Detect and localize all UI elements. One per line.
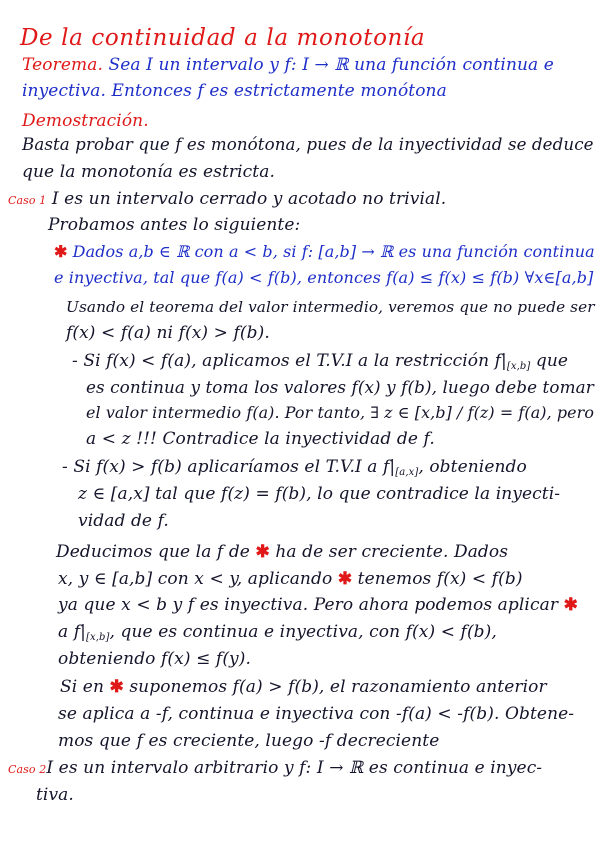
negative-text-1b: suponemos f(a) > f(b), el razonamiento anterior (123, 677, 547, 697)
deduce-line-4 (58, 621, 497, 649)
deduce-text-1b: ha de ser creciente. Dados (269, 542, 509, 562)
demo-line-1: Basta probar que f es monótona, pues de la inyectividad se deduce (22, 135, 594, 154)
sub2-line-1 (62, 456, 527, 484)
claim-line-2: e inyectiva, tal que f(a) < f(b), entonces f(a) ≤ f(x) ≤ f(b) ∀x∈[a,b] (54, 268, 594, 287)
sub1-restriction: [x,b] (506, 361, 531, 372)
deduce-line-1 (56, 541, 508, 563)
negative-text-1a: Si en (60, 677, 110, 697)
negative-line-3: mos que f es creciente, luego -f decreciente (58, 731, 440, 751)
theorem-label: Teorema. (22, 55, 103, 75)
deduce-text-2a: x, y ∈ [a,b] con x < y, aplicando (58, 569, 338, 589)
star-mark: ✱ (563, 595, 578, 615)
deduce-line-2 (58, 568, 523, 590)
sub1-line-1 (72, 350, 568, 378)
negative-line-2: se aplica a -f, continua e inyectiva con -f(a) < -f(b). Obtene- (58, 704, 575, 724)
star-mark: ✱ (255, 542, 270, 562)
sub2-restriction: [a,x] (395, 467, 419, 478)
case2-label: Caso 2 (8, 763, 47, 776)
demo-label: Demostración. (22, 111, 149, 131)
sub2-text-a-end: , obteniendo (418, 457, 527, 477)
sub1-line-3: el valor intermedio f(a). Por tanto, ∃ z ∈ [x,b] / f(z) = f(a), pero (86, 403, 595, 422)
negative-line-1 (60, 676, 547, 698)
case2-line-2: tiva. (36, 785, 74, 805)
deduce-text-3a: ya que x < b y f es inyectiva. Pero ahora podemos aplicar (58, 595, 564, 615)
claim-line-1 (54, 241, 595, 263)
deduce-text-4b: , que es continua e inyectiva, con f(x) < f(b), (109, 622, 497, 642)
tvi-line-1: Usando el teorema del valor intermedio, veremos que no puede ser (66, 298, 595, 316)
case1-line-1 (8, 188, 446, 212)
star-mark: ✱ (54, 242, 68, 261)
deduce-line-3 (58, 594, 578, 616)
case1-line-2: Probamos antes lo siguiente: (48, 215, 301, 235)
deduce-line-5: obteniendo f(x) ≤ f(y). (58, 649, 251, 669)
sub1-line-4: a < z !!! Contradice la inyectividad de f. (86, 429, 435, 449)
deduce-restriction: [x,b] (85, 632, 110, 643)
tvi-line-2: f(x) < f(a) ni f(x) > f(b). (66, 323, 270, 343)
case2-line-1 (8, 757, 542, 781)
sub1-text-a: - Si f(x) < f(a), aplicamos el T.V.I a la restricción f| (72, 351, 507, 371)
star-mark: ✱ (337, 569, 353, 589)
case1-label: Caso 1 (8, 194, 47, 207)
deduce-text-4a: a f| (58, 622, 86, 642)
page-title: De la continuidad a la monotonía (20, 25, 426, 51)
sub1-text-a-end: que (530, 351, 569, 371)
theorem-text-1: Sea I un intervalo y f: I → ℝ una función continua e (108, 55, 554, 75)
sub1-line-2: es continua y toma los valores f(x) y f(b), luego debe tomar (86, 377, 594, 397)
case1-text: I es un intervalo cerrado y acotado no trivial. (51, 189, 447, 209)
case2-text: I es un intervalo arbitrario y f: I → ℝ es continua e inyec- (46, 758, 543, 778)
sub2-text-a: - Si f(x) > f(b) aplicaríamos el T.V.I a f| (62, 457, 396, 477)
deduce-text-1a: Deducimos que la f de (56, 542, 256, 562)
demo-line-2: que la monotonía es estricta. (22, 162, 275, 182)
sub2-line-2: z ∈ [a,x] tal que f(z) = f(b), lo que contradice la inyecti- (78, 484, 561, 504)
deduce-text-2b: tenemos f(x) < f(b) (352, 569, 523, 589)
claim-text-1: Dados a,b ∈ ℝ con a < b, si f: [a,b] → ℝ es una función continua (72, 242, 595, 261)
theorem-line-1 (22, 54, 554, 76)
theorem-line-2: inyectiva. Entonces f es estrictamente monótona (22, 81, 447, 101)
star-mark: ✱ (109, 677, 124, 697)
sub2-line-3: vidad de f. (78, 511, 169, 531)
